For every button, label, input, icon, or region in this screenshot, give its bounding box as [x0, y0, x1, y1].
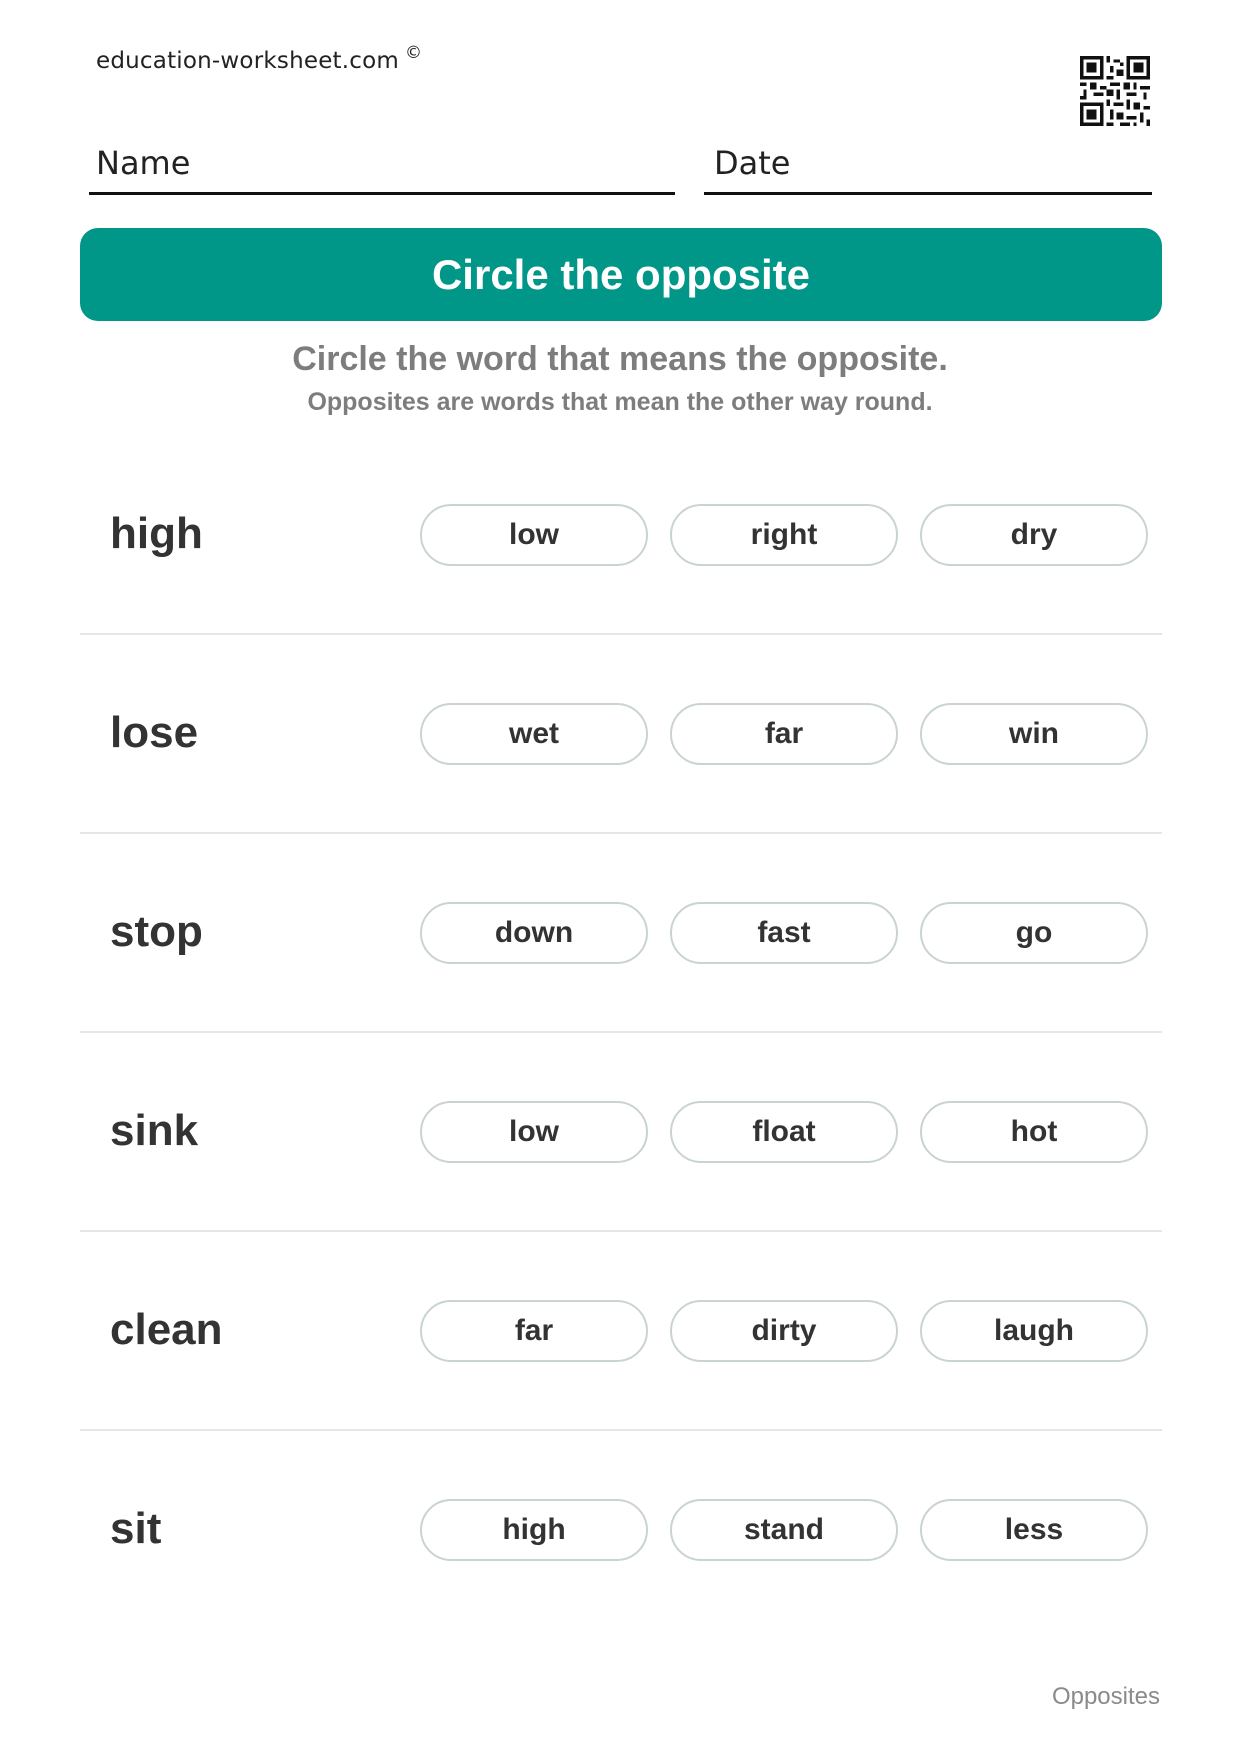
- answer-option[interactable]: less: [920, 1499, 1148, 1561]
- prompt-word: clean: [110, 1305, 223, 1354]
- answer-option[interactable]: down: [420, 902, 648, 964]
- question-list: [80, 436, 1162, 1630]
- question-row: [80, 1033, 1162, 1232]
- question-row: [80, 1431, 1162, 1630]
- answer-option[interactable]: low: [420, 1101, 648, 1163]
- answer-option[interactable]: stand: [670, 1499, 898, 1561]
- answer-option[interactable]: dry: [920, 504, 1148, 566]
- answer-option[interactable]: high: [420, 1499, 648, 1561]
- worksheet-title: Circle the opposite: [431, 250, 811, 298]
- prompt-word: high: [110, 509, 203, 558]
- answer-option[interactable]: win: [920, 703, 1148, 765]
- footer-topic: Opposites: [1051, 1683, 1160, 1710]
- qr-code-icon: [1080, 56, 1150, 126]
- question-row: [80, 436, 1162, 635]
- prompt-word: stop: [110, 907, 203, 956]
- instruction-sub: Opposites are words that mean the other way round.: [307, 388, 933, 416]
- answer-option[interactable]: fast: [670, 902, 898, 964]
- prompt-word: lose: [110, 708, 199, 757]
- answer-option[interactable]: laugh: [920, 1300, 1148, 1362]
- instruction-main: Circle the word that means the opposite.: [292, 340, 948, 378]
- answer-option[interactable]: far: [420, 1300, 648, 1362]
- question-row: [80, 834, 1162, 1033]
- question-row: [80, 635, 1162, 834]
- title-banner: [80, 228, 1162, 321]
- answer-option[interactable]: far: [670, 703, 898, 765]
- prompt-word: sink: [110, 1106, 199, 1155]
- copyright-symbol: ©: [405, 43, 423, 63]
- answer-option[interactable]: right: [670, 504, 898, 566]
- answer-option[interactable]: go: [920, 902, 1148, 964]
- date-label: Date: [714, 144, 791, 182]
- question-row: [80, 1232, 1162, 1431]
- answer-option[interactable]: float: [670, 1101, 898, 1163]
- name-label: Name: [96, 144, 191, 182]
- site-url: education-worksheet.com: [96, 48, 399, 74]
- answer-option[interactable]: hot: [920, 1101, 1148, 1163]
- answer-option[interactable]: low: [420, 504, 648, 566]
- site-name: [96, 43, 423, 74]
- answer-option[interactable]: wet: [420, 703, 648, 765]
- answer-option[interactable]: dirty: [670, 1300, 898, 1362]
- name-field[interactable]: [89, 192, 675, 195]
- date-field[interactable]: [704, 192, 1152, 195]
- prompt-word: sit: [110, 1504, 162, 1553]
